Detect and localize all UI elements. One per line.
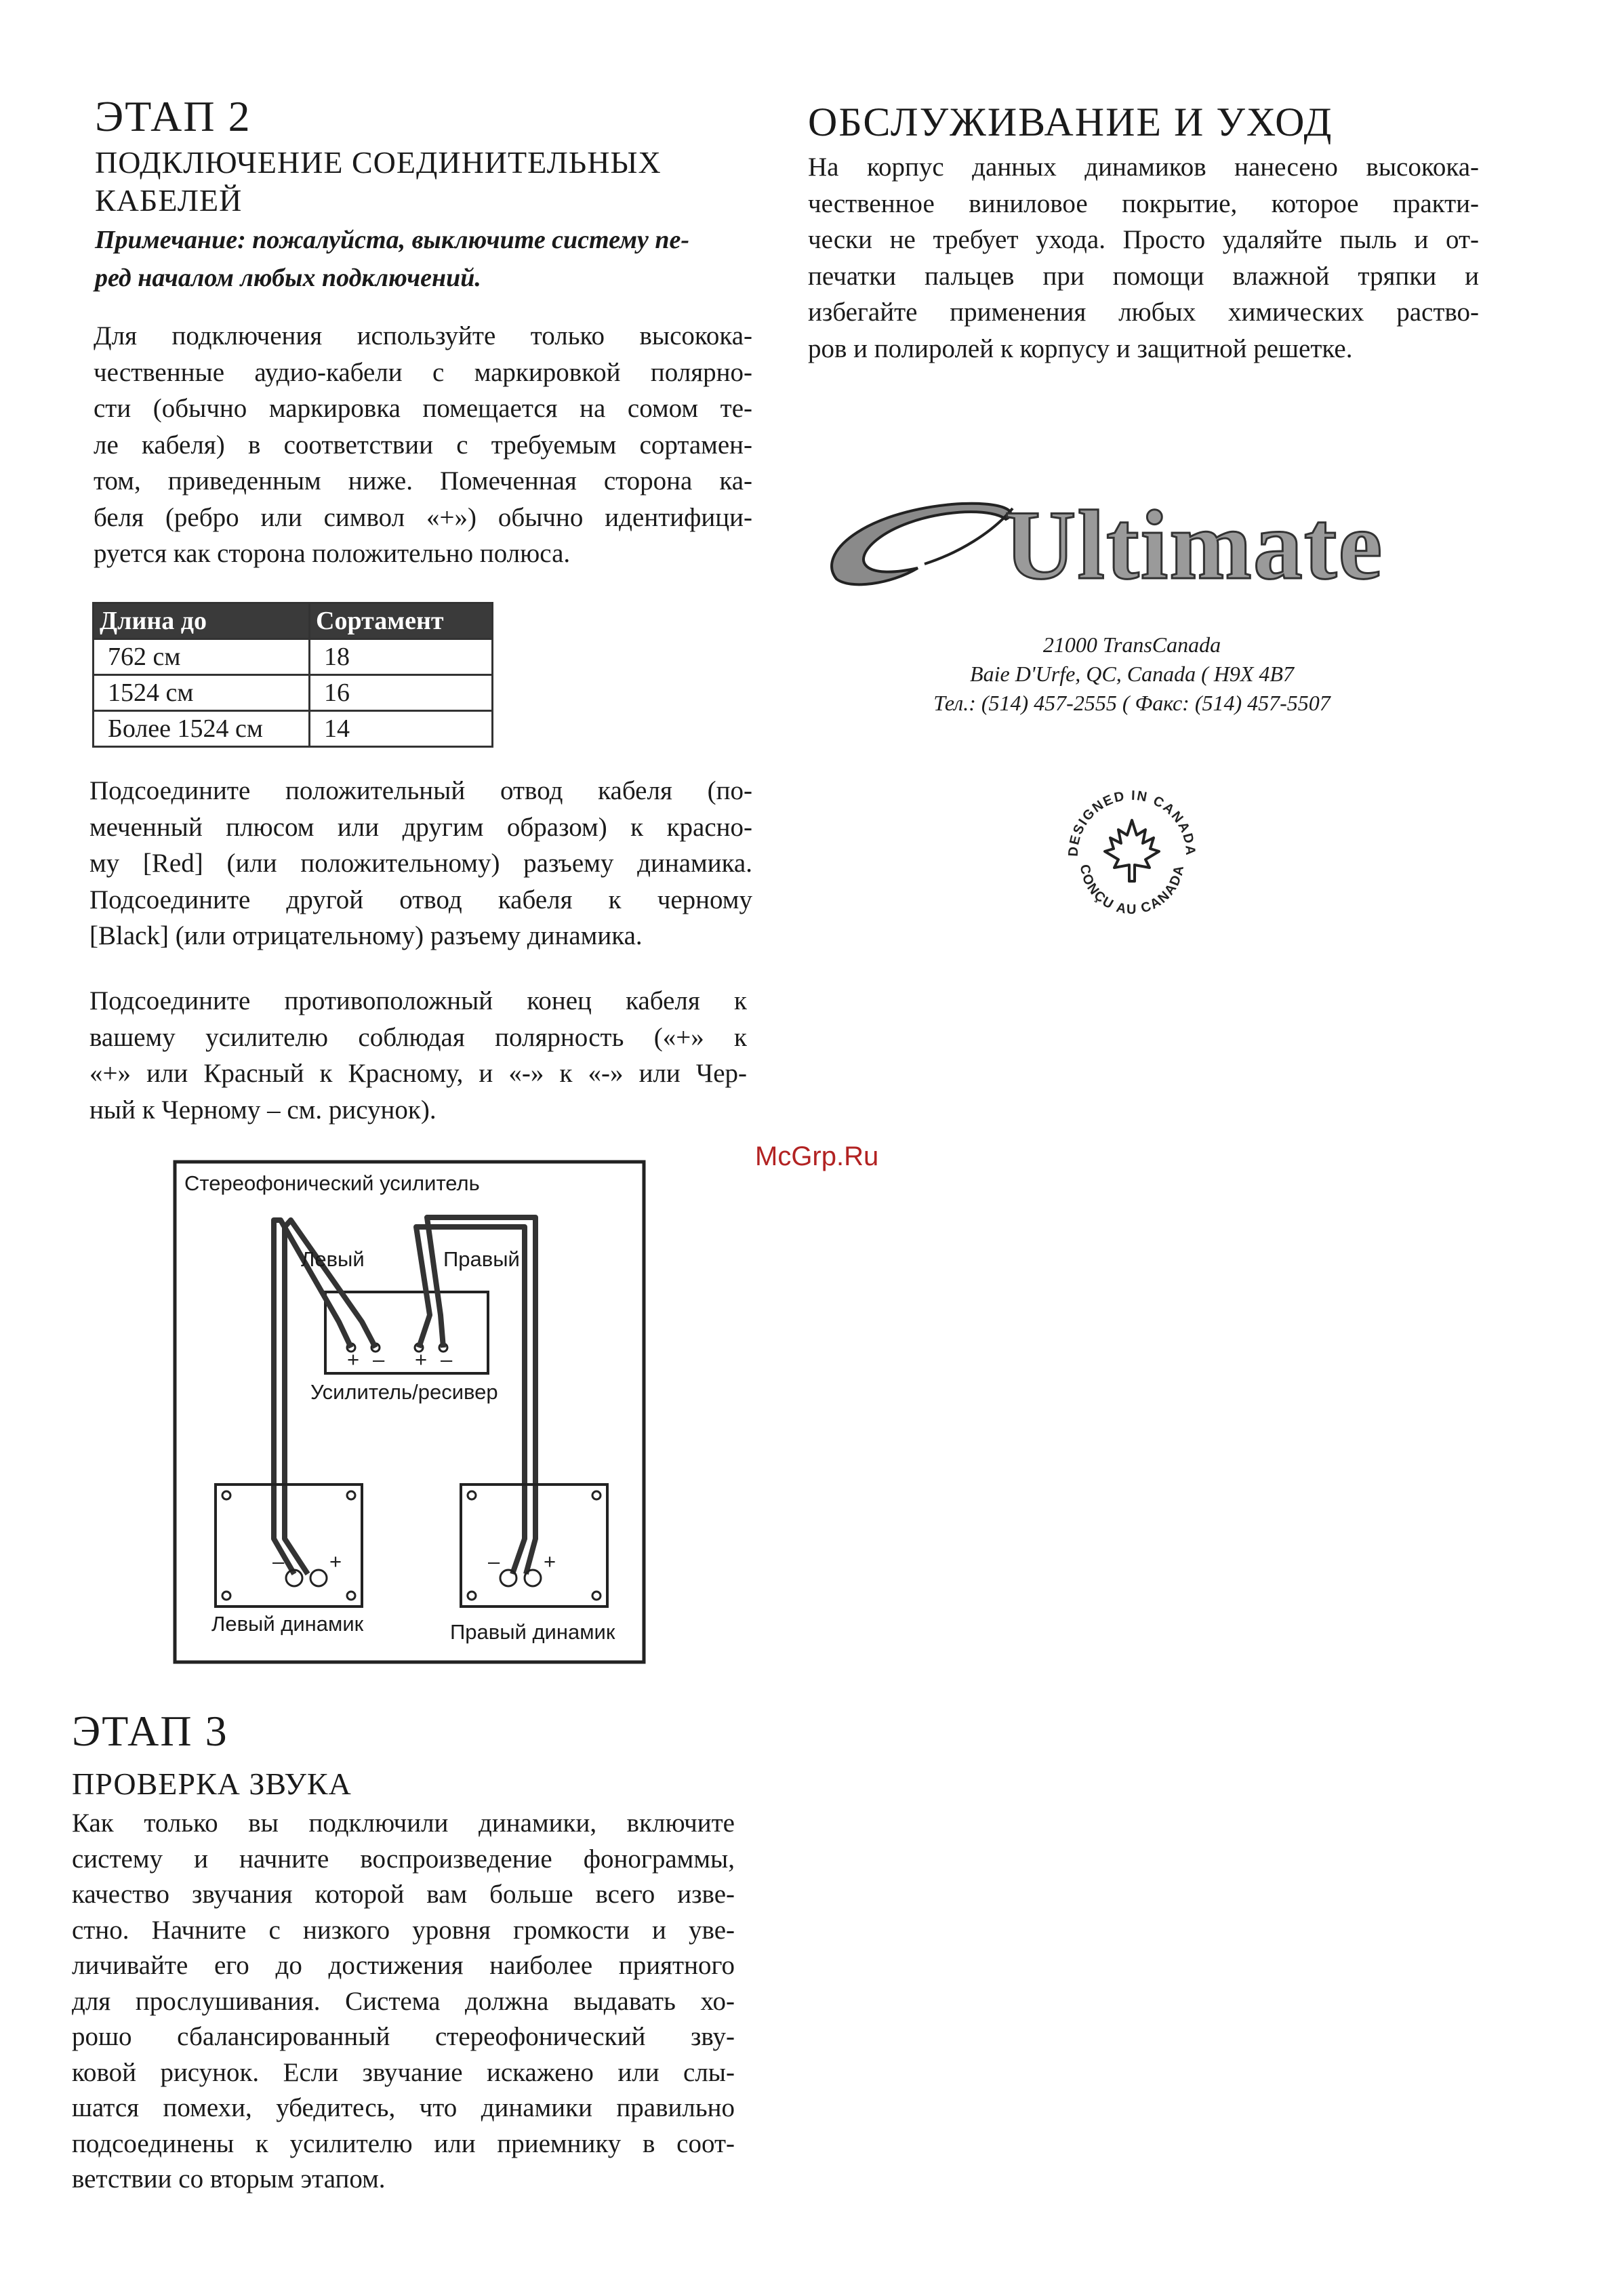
table-header-length: Длина до (94, 603, 310, 639)
designed-in-canada-seal (1051, 773, 1213, 935)
address-line: 21000 TransCanada (1042, 632, 1221, 657)
stage3-heading: ЭТАП 3 (72, 1707, 228, 1755)
text-line: качество звучания которой вам больше всего изве- (72, 1880, 735, 1909)
svg-text:+: + (544, 1550, 556, 1573)
table-cell: Более 1524 см (94, 711, 310, 747)
text-line: сти (обычно маркировка помещается на сомом те- (94, 394, 752, 423)
care-paragraph (808, 149, 1479, 367)
text-line: Для подключения используйте только высокока- (94, 321, 752, 350)
text-line: чественные аудио-кабели с маркировкой полярно- (94, 357, 752, 387)
text-line: для прослушивания. Система должна выдавать хо- (72, 1986, 735, 2016)
site-watermark: McGrp.Ru (755, 1142, 879, 1171)
stage2-subheading-line2: КАБЕЛЕЙ (95, 183, 243, 218)
note-line: ред началом любых подключений. (95, 264, 481, 293)
text-line: систему и начните воспроизведение фонограммы, (72, 1844, 735, 1874)
wiring-diagram (172, 1159, 647, 1665)
text-line: стно. Начните с низкого уровня громкости и уве- (72, 1915, 735, 1945)
diagram-right-speaker-label: Правый динамик (450, 1620, 615, 1644)
amp-polarity-marks (347, 1348, 453, 1371)
diagram-frame (175, 1162, 644, 1662)
diagram-title: Стереофонический усилитель (184, 1171, 480, 1195)
text-line: му [Red] (или положительному) разъему динамика. (89, 849, 752, 878)
stage3-paragraph (72, 1806, 735, 2198)
stage2-section (95, 92, 752, 297)
svg-text:–: – (373, 1348, 385, 1371)
stage2-heading: ЭТАП 2 (95, 92, 251, 140)
address-line: Baie D'Urfe, QC, Canada ( H9X 4B7 (970, 662, 1294, 686)
text-line: ров и полиролей к корпусу и защитной решетке. (808, 334, 1353, 363)
text-line: [Black] (или отрицательному) разъему динамика. (89, 921, 643, 950)
stage3-subheading: ПРОВЕРКА ЗВУКА (72, 1766, 352, 1801)
svg-text:–: – (488, 1550, 500, 1573)
table-header-row (94, 603, 493, 639)
table-cell: 1524 см (94, 675, 310, 711)
text-line: печатки пальцев при помощи влажной тряпки и (808, 261, 1479, 291)
text-line: ветствии со вторым этапом. (72, 2164, 386, 2194)
seal-bottom-text: CONÇU AU CANADA (1076, 863, 1187, 918)
table-cell: 14 (310, 711, 493, 747)
text-line: ле кабеля) в соответствии с требуемым сортамен- (94, 430, 752, 460)
text-line: Как только вы подключили динамики, включите (72, 1809, 735, 1838)
table-cell: 16 (310, 675, 493, 711)
text-line: ный к Черному – см. рисунок). (89, 1095, 437, 1125)
table-cell: 18 (310, 639, 493, 675)
seal-top-text: DESIGNED IN CANADA (1065, 788, 1198, 857)
text-line: вашему усилителю соблюдая полярность («+» к (89, 1022, 747, 1052)
text-line: ковой рисунок. Если звучание искажено или слы- (72, 2057, 735, 2087)
text-line: подсоединены к усилителю или приемнику в соот- (72, 2128, 735, 2158)
stage3-section (72, 1707, 750, 1803)
text-line: На корпус данных динамиков нанесено высокока- (808, 153, 1479, 182)
diagram-left-label: Левый (301, 1247, 365, 1271)
table-header-gauge: Сортамент (310, 603, 493, 639)
text-line: Подсоедините противоположный конец кабеля к (89, 986, 747, 1015)
text-line: личивайте его до достижения наиболее приятного (72, 1951, 735, 1980)
table-row (94, 711, 493, 747)
ultimate-logo (823, 490, 1446, 600)
text-line: «+» или Красный к Красному, и «-» к «-» или Чер- (89, 1059, 747, 1088)
text-line: Подсоедините другой отвод кабеля к черному (89, 885, 752, 914)
table-cell: 762 см (94, 639, 310, 675)
text-line: меченный плюсом или другим образом) к красно- (89, 812, 752, 842)
text-line: шатся помехи, убедитесь, что динамики правильно (72, 2093, 735, 2122)
diagram-left-speaker-label: Левый динамик (211, 1612, 364, 1636)
text-line: рошо сбалансированный стереофонический зву- (72, 2022, 735, 2051)
note-line: Примечание: пожалуйста, выключите систему пе- (95, 226, 690, 255)
text-line: руется как сторона положительно полюса. (94, 539, 571, 568)
svg-text:–: – (272, 1550, 285, 1573)
diagram-right-label: Правый (443, 1247, 520, 1271)
diagram-amp-label: Усилитель/ресивер (310, 1380, 498, 1404)
stage2-paragraph-2 (89, 773, 752, 954)
text-line: чески не требует ухода. Просто удаляйте пыль и от- (808, 225, 1479, 254)
svg-text:+: + (329, 1550, 342, 1573)
stage2-subheading-line1: ПОДКЛЮЧЕНИЕ СОЕДИНИТЕЛЬНЫХ (95, 145, 662, 180)
stage2-note (95, 221, 752, 297)
care-heading: ОБСЛУЖИВАНИЕ И УХОД (808, 100, 1333, 144)
logo-wordmark: Ultimate (1004, 490, 1384, 600)
svg-text:–: – (441, 1348, 453, 1371)
cable-gauge-table (92, 602, 493, 748)
maple-leaf-seal-icon (1051, 773, 1213, 935)
table-row (94, 639, 493, 675)
table-row (94, 675, 493, 711)
text-line: Подсоедините положительный отвод кабеля (по- (89, 776, 752, 805)
text-line: том, приведенным ниже. Помеченная сторона ка- (94, 466, 752, 496)
stage2-paragraph-1 (94, 318, 752, 572)
company-address (874, 630, 1389, 718)
text-line: избегайте применения любых химических раство- (808, 298, 1479, 327)
stage2-paragraph-3 (89, 983, 747, 1128)
text-line: беля (ребро или символ «+») обычно идентифици- (94, 502, 752, 532)
wiring-diagram-svg (172, 1159, 647, 1665)
amp-terminals (347, 1343, 447, 1352)
text-line: чественное виниловое покрытие, которое практи- (808, 188, 1479, 218)
svg-text:+: + (415, 1348, 428, 1371)
address-line: Тел.: (514) 457-2555 ( Факс: (514) 457-5507 (933, 691, 1331, 715)
svg-text:+: + (347, 1348, 360, 1371)
logo-swoosh-icon (823, 499, 1019, 587)
